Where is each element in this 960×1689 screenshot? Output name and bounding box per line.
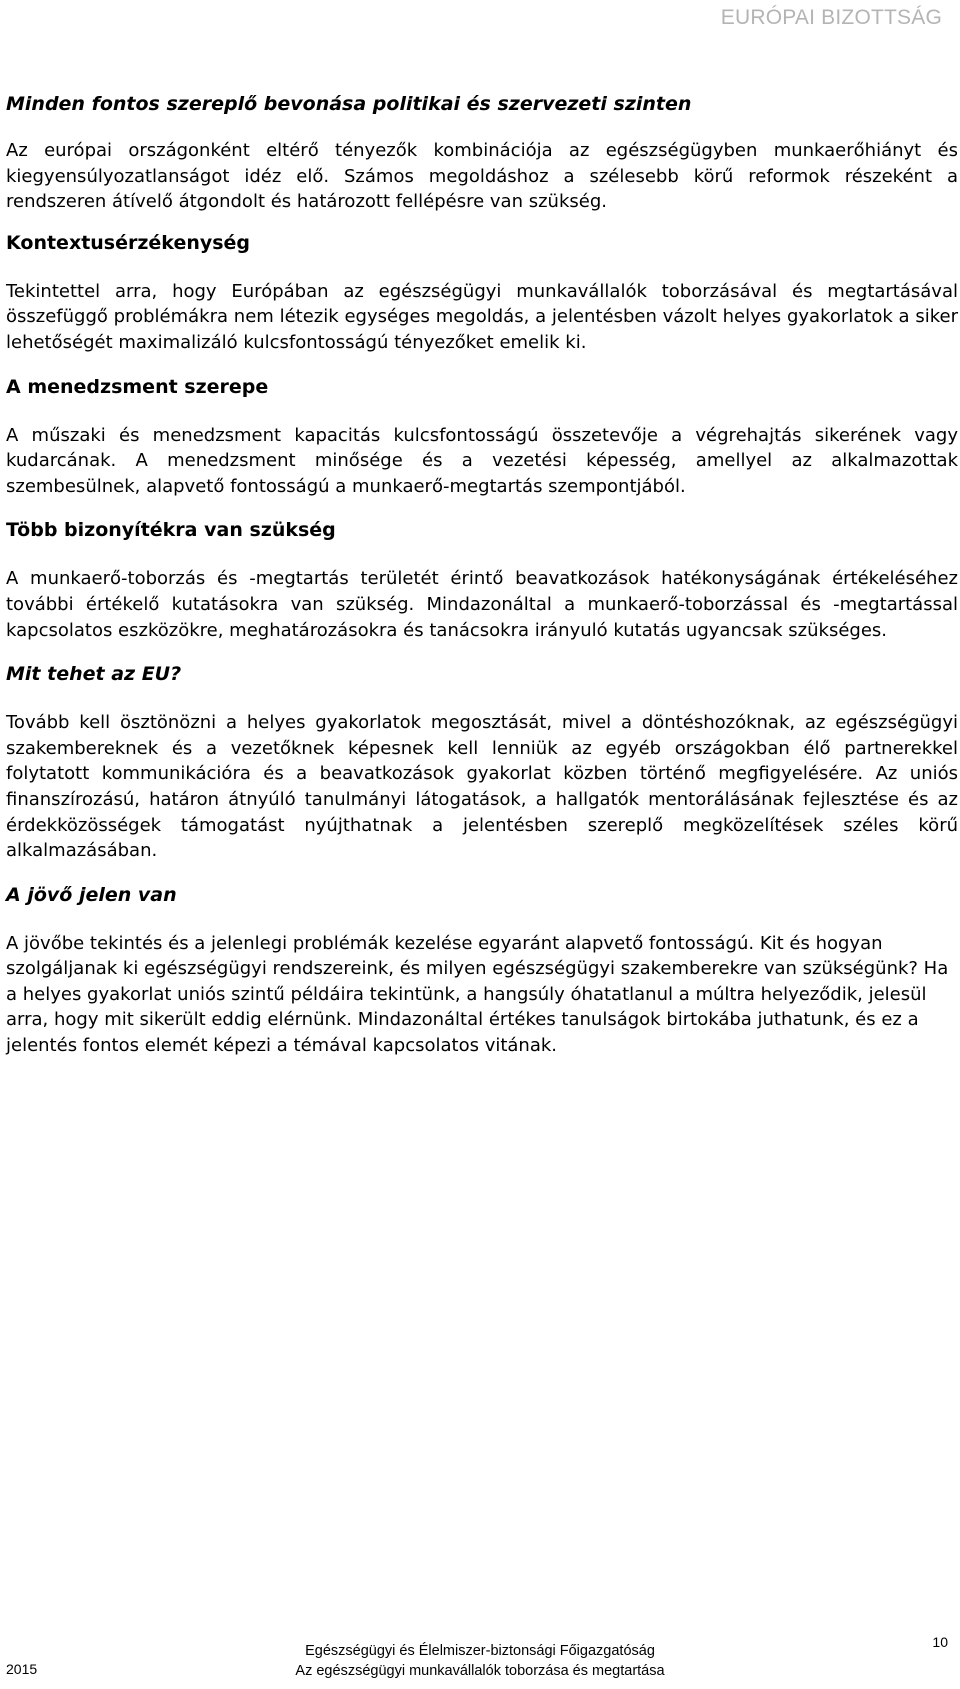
section-heading: Több bizonyítékra van szükség <box>6 519 336 542</box>
section-context <box>6 231 958 356</box>
section-paragraph: A jövőbe tekintés és a jelenlegi problémák kezelése egyaránt alapvető fontosságú. Kit és hogyan szolgáljanak ki egészségügyi rendszereink, és milyen egészségügyi szakemberekre van szükségünk? Ha a helyes gyakorlat uniós szintű példáira tekintünk, a hangsúly óhatatlanul a múltra helyeződik, jelesül arra, hogy mit sikerült eddig elérnünk. Mindazonáltal értékes tanulságok birtokába juthatunk, és ez a jelentés fontos elemét képezi a témával kapcsolatos vitának. <box>6 932 949 1057</box>
section-evidence <box>6 518 958 643</box>
section-heading: A menedzsment szerepe <box>6 375 269 398</box>
section-paragraph: Tovább kell ösztönözni a helyes gyakorlatok megosztását, mivel a döntéshozóknak, az egészségügyi szakembereknek és a vezetőknek képesnek kell lenniük az egyéb országokban élő partnerekkel folytatott kommunikációra és a beavatkozások gyakorlat közben történő megfigyelésére. Az uniós finanszírozású, határon átnyúló tanulmányi látogatások, a hallgatók mentorálásának fejlesztése és az érdekközösségek támogatást nyújthatnak a jelentésben szereplő megközelítések széles körű alkalmazásában. <box>6 712 958 862</box>
section-management <box>6 375 958 500</box>
footer-center <box>0 1641 960 1681</box>
section-paragraph: Az európai országonként eltérő tényezők kombinációja az egészségügyben munkaerőhiányt és kiegyensúlyozatlanságot idéz elő. Számos megoldáshoz a szélesebb körű reformok részeként a rendszeren átívelő átgondolt és határozott fellépésre van szükség. <box>6 140 958 213</box>
section-paragraph: Tekintettel arra, hogy Európában az egészségügyi munkavállalók toborzásával és megtartásával összefüggő problémákra nem létezik egységes megoldás, a jelentésben vázolt helyes gyakorlatok a siker lehetőségét maximalizáló kulcsfontosságú tényezőket emelik ki. <box>6 280 958 353</box>
page-number: 10 <box>932 1634 948 1650</box>
footer-directorate: Egészségügyi és Élelmiszer-biztonsági Főigazgatóság <box>305 1643 655 1659</box>
footer-document-title: Az egészségügyi munkavállalók toborzása és megtartása <box>295 1663 665 1679</box>
section-heading: Mit tehet az EU? <box>6 663 182 686</box>
footer-year: 2015 <box>6 1661 38 1677</box>
section-heading: Kontextusérzékenység <box>6 231 251 254</box>
document-body <box>6 92 958 1078</box>
section-eu <box>6 662 958 864</box>
document-header-org: EURÓPAI BIZOTTSÁG <box>720 6 942 29</box>
section-paragraph: A műszaki és menedzsment kapacitás kulcsfontosságú összetevője a végrehajtás sikerének vagy kudarcának. A menedzsment minősége és a vezetési képesség, amellyel az alkalmazottak szembesülnek, alapvető fontosságú a munkaerő-megtartás szempontjából. <box>6 424 958 497</box>
section-involvement <box>6 92 958 215</box>
section-paragraph: A munkaerő-toborzás és -megtartás területét érintő beavatkozások hatékonyságának értékeléséhez további értékelő kutatásokra van szükség. Mindazonáltal a munkaerő-toborzással és -megtartással kapcsolatos eszközökre, meghatározásokra és tanácsokra irányuló kutatás ugyancsak szükséges. <box>6 568 958 641</box>
section-future <box>6 883 958 1059</box>
section-heading: Minden fontos szereplő bevonása politikai és szervezeti szinten <box>6 93 692 115</box>
section-heading: A jövő jelen van <box>6 883 177 906</box>
